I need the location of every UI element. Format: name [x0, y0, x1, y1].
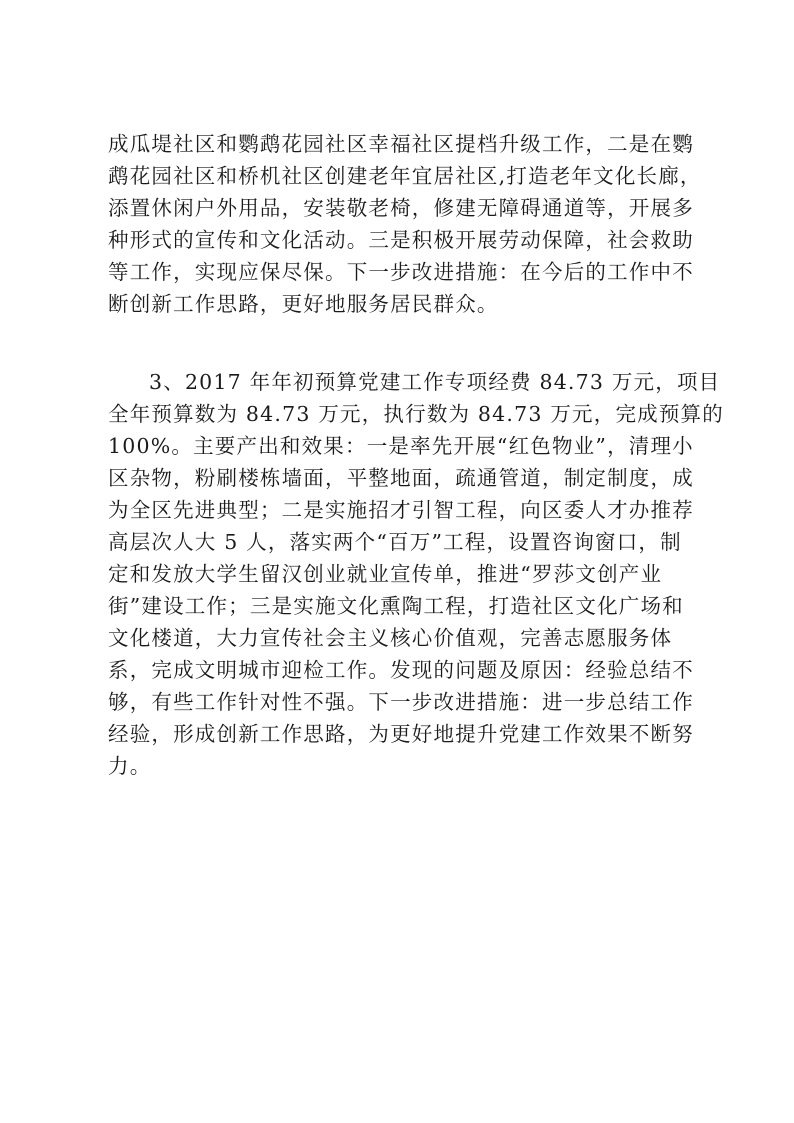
text-line: 够，有些工作针对性不强。下一步改进措施：进一步总结工作 [108, 690, 694, 714]
text-line: 种形式的宣传和文化活动。三是积极开展劳动保障，社会救助 [108, 228, 694, 252]
text-line: 文化楼道，大力宣传社会主义核心价值观，完善志愿服务体 [108, 626, 673, 650]
text-line: 成瓜堤社区和鹦鹉花园社区幸福社区提档升级工作，二是在鹦 [108, 132, 694, 156]
text-line: 鹉花园社区和桥机社区创建老年宜居社区,打造老年文化长廊， [108, 164, 702, 188]
text-line: 断创新工作思路，更好地服务居民群众。 [108, 292, 499, 316]
text-line: 3、2017 年年初预算党建工作专项经费 84.73 万元，项目 [149, 370, 721, 394]
text-line: 添置休闲户外用品，安装敬老椅，修建无障碍通道等，开展多 [108, 196, 694, 220]
paragraph-1 [108, 128, 702, 320]
paragraph-2 [108, 366, 724, 782]
text-line: 力。 [108, 754, 152, 778]
text-line: 街”建设工作；三是实施文化熏陶工程，打造社区文化广场和 [108, 594, 684, 618]
text-line: 高层次人大 5 人，落实两个“百万”工程，设置咨询窗口，制 [108, 530, 682, 554]
text-line: 经验，形成创新工作思路，为更好地提升党建工作效果不断努 [108, 722, 694, 746]
text-line: 系，完成文明城市迎检工作。发现的问题及原因：经验总结不 [108, 658, 694, 682]
text-line: 全年预算数为 84.73 万元，执行数为 84.73 万元，完成预算的 [108, 402, 724, 426]
text-line: 100%。主要产出和效果：一是率先开展“红色物业”，清理小 [108, 434, 694, 458]
text-line: 定和发放大学生留汉创业就业宣传单，推进“罗莎文创产业 [108, 562, 663, 586]
text-line: 为全区先进典型；二是实施招才引智工程，向区委人才办推荐 [108, 498, 694, 522]
text-line: 等工作，实现应保尽保。下一步改进措施：在今后的工作中不 [108, 260, 694, 284]
text-line: 区杂物，粉刷楼栋墙面，平整地面，疏通管道，制定制度，成 [108, 466, 694, 490]
